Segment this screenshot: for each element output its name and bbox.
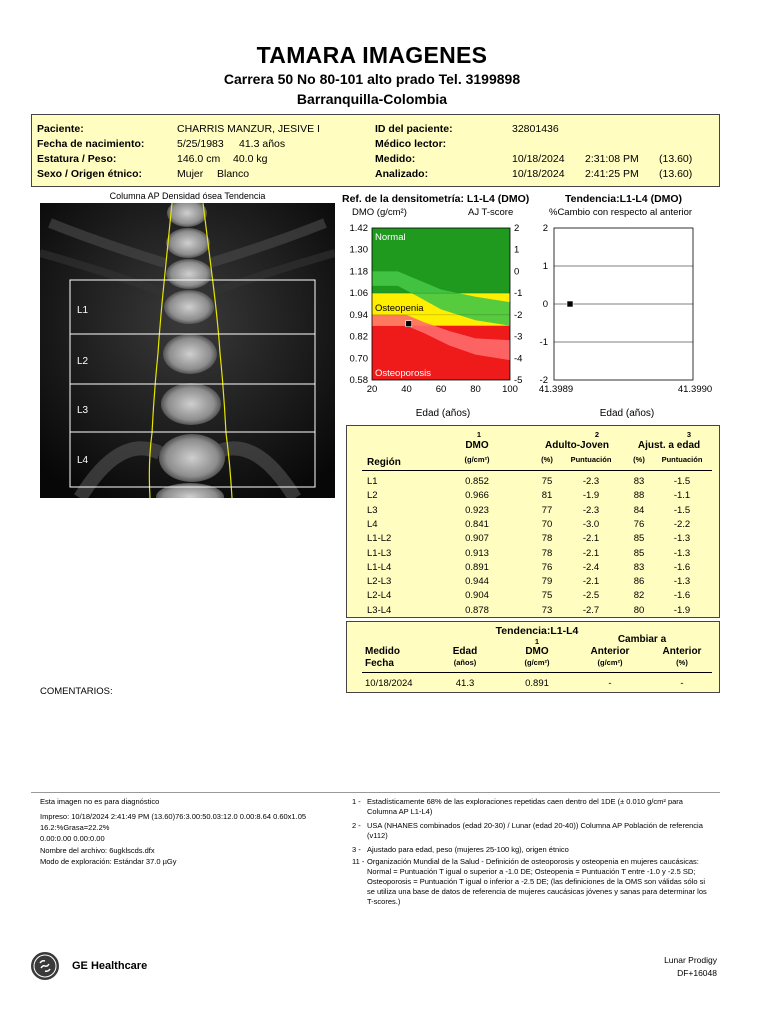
col-date-header: Fecha	[365, 658, 394, 669]
report-address: Carrera 50 No 80-101 alto prado Tel. 3199898	[223, 71, 521, 87]
trend-row-age: 41.3	[455, 678, 475, 689]
trend-x-tick: 41.3989	[538, 384, 574, 395]
patient-name: CHARRIS MANZUR, JESIVE I	[177, 123, 320, 135]
cell-age-pct: 86	[633, 576, 645, 588]
footnote-item-2-text: USA (NHANES combinados (edad 20-30) / Lunar (edad 20-40)) Columna AP Población de referencia (v112)	[367, 821, 703, 840]
cell-bmd: 0.944	[465, 576, 489, 588]
ref-y-tick: 0.94	[349, 309, 368, 321]
age-value: 41.3 años	[239, 138, 286, 150]
trend-chart	[536, 190, 730, 422]
footer-left-line-3: 16.2:%Grasa=22.2%	[40, 823, 110, 832]
sex-value: Mujer	[177, 168, 204, 180]
cell-young-score: -2.3	[582, 476, 600, 487]
cell-young-score: -1.9	[582, 490, 600, 502]
cell-young-pct: 78	[541, 547, 553, 559]
cell-bmd: 0.907	[465, 533, 489, 545]
patient-info-box	[31, 114, 720, 187]
brand-name: GE Healthcare	[72, 960, 148, 972]
dob-label: Fecha de nacimiento:	[37, 138, 145, 150]
analyzed-date: 10/18/2024	[512, 168, 565, 180]
ref-y-tick: 1.30	[349, 244, 368, 256]
ref-chart-y-label: DMO (g/cm²)	[352, 207, 407, 218]
footnote-item-1	[352, 797, 712, 819]
cell-young-pct: 75	[541, 476, 553, 487]
ref-y-tick: 1.18	[349, 266, 368, 278]
cell-bmd: 0.841	[465, 518, 489, 530]
cell-age-pct: 85	[633, 547, 645, 559]
ref-chart-title: Ref. de la densitometría: L1-L4 (DMO)	[342, 193, 530, 205]
measured-version: (13.60)	[659, 153, 693, 165]
weight-value: 40.0 kg	[233, 153, 268, 165]
ref-y2-tick: -3	[514, 331, 523, 343]
trend-bmd-footnote: 1	[534, 637, 540, 646]
cell-region: L3	[367, 504, 378, 516]
trend-chart-subtitle: %Cambio con respecto al anterior	[549, 207, 693, 218]
cell-age-pct: 84	[633, 504, 645, 516]
cell-age-score: -1.1	[673, 490, 691, 502]
footnote-item-3	[352, 845, 712, 856]
cell-bmd: 0.891	[465, 561, 489, 573]
cell-region: L1-L2	[367, 533, 392, 545]
col-trend-bmd-unit: (g/cm²)	[524, 658, 550, 667]
device-code: DF+16048	[677, 968, 717, 978]
cell-region: L4	[367, 518, 378, 530]
col-young-score: Puntuación	[570, 455, 612, 464]
footnote-2: 2	[594, 430, 600, 439]
footnote-1: 1	[476, 430, 482, 439]
table-row	[347, 548, 719, 562]
col-prev-pct-header: Anterior	[662, 646, 702, 657]
cell-bmd: 0.904	[465, 590, 489, 602]
trend-row-bmd: 0.891	[525, 678, 549, 689]
table-row	[347, 590, 719, 604]
ref-y-tick: 0.82	[349, 331, 368, 343]
cell-age-score: -1.5	[673, 504, 691, 516]
spine-scan-image	[40, 203, 335, 498]
cell-age-score: -2.2	[673, 518, 691, 530]
cell-young-score: -2.1	[582, 547, 600, 559]
ref-x-tick: 40	[401, 384, 412, 395]
ref-x-tick: 20	[366, 384, 378, 395]
trend-chart-title: Tendencia:L1-L4 (DMO)	[565, 193, 683, 205]
cell-age-pct: 76	[633, 518, 645, 530]
cell-young-score: -2.3	[582, 504, 600, 516]
cell-age-score: -1.3	[673, 547, 691, 559]
cell-young-score: -2.5	[582, 590, 600, 602]
col-prev-unit: (g/cm²)	[597, 658, 623, 667]
col-measured-header: Medido	[365, 646, 400, 657]
cell-age-pct: 83	[633, 476, 645, 487]
col-trend-bmd-header: DMO	[525, 646, 549, 657]
table-row	[347, 562, 719, 576]
col-region-header: Región	[367, 457, 401, 468]
cell-age-pct: 82	[633, 590, 645, 602]
col-trend-age-unit: (años)	[453, 658, 477, 667]
ref-y-tick: 1.42	[349, 223, 368, 234]
ref-y2-tick: -2	[514, 309, 523, 321]
ref-y2-tick: -5	[514, 375, 523, 386]
trend-table-title: Tendencia:L1-L4	[495, 625, 579, 637]
table-row	[347, 576, 719, 590]
vertebra-label-l2: L2	[77, 356, 89, 367]
ref-x-tick: 80	[470, 384, 481, 395]
ref-chart-x-label: Edad (años)	[415, 408, 471, 419]
analyzed-version: (13.60)	[659, 168, 693, 180]
ref-x-tick: 60	[435, 384, 447, 395]
footnote-item-1-num: 1 -	[352, 797, 361, 806]
ref-y2-tick: 1	[514, 244, 520, 256]
trend-y-tick: -2	[539, 375, 548, 386]
col-age-matched-header: Ajust. a edad	[637, 440, 701, 451]
footer-divider	[31, 792, 720, 793]
measured-label: Medido:	[375, 153, 416, 165]
cell-region: L2-L3	[367, 576, 392, 588]
footer-left-line-4: 0.00:0.00 0.00:0.00	[40, 834, 105, 843]
trend-y-tick: 0	[542, 299, 548, 310]
cell-region: L1-L4	[367, 561, 392, 573]
analyzed-label: Analizado:	[375, 168, 429, 180]
table-row	[347, 605, 719, 619]
cell-young-score: -2.1	[582, 533, 600, 545]
trend-x-tick: 41.3990	[677, 384, 713, 395]
measured-date: 10/18/2024	[512, 153, 565, 165]
cell-young-pct: 78	[541, 533, 553, 545]
ref-chart-plot-area	[372, 228, 510, 380]
col-prev-header: Anterior	[590, 646, 630, 657]
patient-id-label: ID del paciente:	[375, 123, 453, 135]
cell-bmd: 0.878	[465, 604, 489, 616]
ref-x-tick: 100	[502, 384, 518, 395]
footer-left-line-6: Modo de exploración: Estándar 37.0 µGy	[40, 857, 177, 866]
ref-y2-tick: 2	[514, 223, 520, 234]
ref-y2-tick: -1	[514, 288, 523, 300]
trend-row-prev: -	[608, 678, 612, 689]
ge-logo-icon	[31, 952, 59, 980]
analyzed-time: 2:41:25 PM	[585, 168, 639, 180]
col-bmd-header: DMO	[465, 440, 489, 451]
trend-row-date: 10/18/2024	[365, 678, 413, 689]
ref-y2-tick: 0	[514, 266, 520, 278]
cell-young-pct: 75	[541, 590, 553, 602]
vertebra-label-l4: L4	[77, 455, 89, 466]
table-row	[347, 505, 719, 519]
cell-age-pct: 85	[633, 533, 645, 545]
ref-chart-point	[406, 321, 412, 327]
patient-row-3	[37, 153, 717, 168]
cell-age-pct: 83	[633, 561, 645, 573]
sex-ethnic-label: Sexo / Origen étnico:	[37, 168, 143, 180]
ref-chart-y2-label: AJ T-score	[468, 207, 514, 218]
footer-left-line-2: Impreso: 10/18/2024 2:41:49 PM (13.60)76:3.00:50.03:12.0 0.00:8.64 0.60x1.05	[40, 812, 307, 821]
vertebra-label-l1: L1	[77, 305, 89, 316]
table-row	[347, 533, 719, 547]
ref-y-tick: 0.58	[349, 375, 368, 386]
trend-chart-x-label: Edad (años)	[599, 408, 655, 419]
table-row	[347, 519, 719, 533]
cell-age-score: -1.3	[673, 533, 691, 545]
col-age-score: Puntuación	[661, 455, 703, 464]
spine-image-caption: Columna AP Densidad ósea Tendencia	[109, 191, 266, 201]
trend-y-tick: 1	[542, 261, 548, 272]
cell-young-pct: 70	[541, 518, 553, 530]
footer-left-line-1: Esta imagen no es para diagnóstico	[40, 797, 160, 806]
cell-age-score: -1.9	[673, 604, 691, 616]
spine-scan-svg	[40, 203, 335, 498]
zone-label-osteoporosis: Osteoporosis	[375, 368, 431, 379]
patient-id: 32801436	[512, 123, 559, 135]
cell-age-score: -1.3	[673, 576, 691, 588]
dob-value: 5/25/1983	[177, 138, 224, 150]
footnote-item-3-num: 3 -	[352, 845, 361, 854]
trend-chart-point	[567, 301, 573, 307]
patient-row-2	[37, 138, 717, 153]
footnote-item-11-text: Organización Mundial de la Salud - Definición de osteoporosis y osteopenia en mujeres caucásicas: Normal = Puntuación T igual o superior a -1.0 DE; Osteopenia = Puntuación T entre -1.0 y -2.5 SD; Osteoporosis = Puntuación T igual o inferior a -2.5 DE; (las definiciones de la OMS son válidas sólo si se utiliza una base de datos de referencia de mujeres caucásicas jóvenes y sanas para determinar los T-scores.)	[367, 857, 707, 906]
cell-young-score: -3.0	[582, 518, 600, 530]
height-value: 146.0 cm	[177, 153, 221, 165]
cell-age-score: -1.5	[673, 476, 691, 487]
footnote-item-11	[352, 857, 712, 917]
ref-y-tick: 0.70	[349, 353, 368, 365]
comments-label: COMENTARIOS:	[40, 686, 113, 697]
patient-row-1	[37, 123, 717, 138]
vertebra-label-l3: L3	[77, 405, 89, 416]
cell-bmd: 0.966	[465, 490, 489, 502]
trend-row-prev-pct: -	[680, 678, 684, 689]
reference-chart	[340, 190, 550, 422]
trend-y-tick: -1	[539, 337, 548, 348]
height-weight-label: Estatura / Peso:	[37, 153, 117, 165]
col-young-adult-header: Adulto-Joven	[545, 440, 609, 451]
patient-row-4	[37, 168, 717, 183]
cell-young-pct: 73	[541, 604, 553, 616]
report-title: TAMARA IMAGENES	[256, 42, 488, 68]
cell-young-score: -2.7	[582, 604, 600, 616]
cell-young-score: -2.4	[582, 561, 600, 573]
patient-name-label: Paciente:	[37, 123, 84, 135]
cell-age-pct: 80	[633, 604, 645, 616]
cell-region: L3-L4	[367, 604, 392, 616]
footnote-3: 3	[686, 430, 692, 439]
table-row	[347, 490, 719, 504]
col-trend-age-header: Edad	[452, 646, 478, 657]
footnote-item-2-num: 2 -	[352, 821, 361, 830]
col-prev-pct-unit: (%)	[676, 658, 688, 667]
cell-young-pct: 77	[541, 504, 553, 516]
table-row	[347, 476, 719, 490]
report-city: Barranquilla-Colombia	[296, 91, 448, 107]
cell-bmd: 0.852	[465, 476, 489, 487]
trend-y-tick: 2	[542, 223, 548, 234]
cell-region: L1-L3	[367, 547, 392, 559]
cell-bmd: 0.923	[465, 504, 489, 516]
ref-y2-tick: -4	[514, 353, 523, 365]
cell-region: L1	[367, 476, 378, 487]
footnote-item-2	[352, 821, 712, 843]
zone-label-osteopenia: Osteopenia	[375, 303, 424, 315]
col-young-pct: (%)	[541, 455, 553, 464]
cell-young-score: -2.1	[582, 576, 600, 588]
results-table	[346, 425, 720, 618]
cell-bmd: 0.913	[465, 547, 489, 559]
footer-left-line-5: Nombre del archivo: 6ugklscds.dfx	[40, 846, 155, 855]
cell-region: L2	[367, 490, 378, 502]
cell-young-pct: 76	[541, 561, 553, 573]
cell-age-pct: 88	[633, 490, 645, 502]
zone-label-normal: Normal	[375, 232, 406, 243]
col-bmd-unit: (g/cm²)	[464, 455, 490, 464]
footnote-item-11-num: 11 -	[352, 857, 365, 866]
cell-region: L2-L4	[367, 590, 392, 602]
footnote-item-1-text: Estadísticamente 68% de las exploraciones repetidas caen dentro del 1DE (± 0.010 g/cm² para Columna AP L1-L4)	[367, 797, 683, 816]
col-age-pct: (%)	[633, 455, 645, 464]
measured-time: 2:31:08 PM	[585, 153, 639, 165]
change-header: Cambiar a	[617, 634, 667, 645]
footnote-item-3-text: Ajustado para edad, peso (mujeres 25-100 kg), origen étnico	[367, 845, 569, 854]
trend-chart-plot-area	[539, 223, 712, 395]
cell-age-score: -1.6	[673, 561, 691, 573]
cell-young-pct: 81	[541, 490, 553, 502]
doctor-label: Médico lector:	[375, 138, 447, 150]
ref-y-tick: 1.06	[349, 288, 368, 300]
cell-young-pct: 79	[541, 576, 553, 588]
trend-table	[346, 621, 720, 693]
ethnic-value: Blanco	[217, 168, 250, 180]
device-name: Lunar Prodigy	[664, 955, 717, 965]
cell-age-score: -1.6	[673, 590, 691, 602]
